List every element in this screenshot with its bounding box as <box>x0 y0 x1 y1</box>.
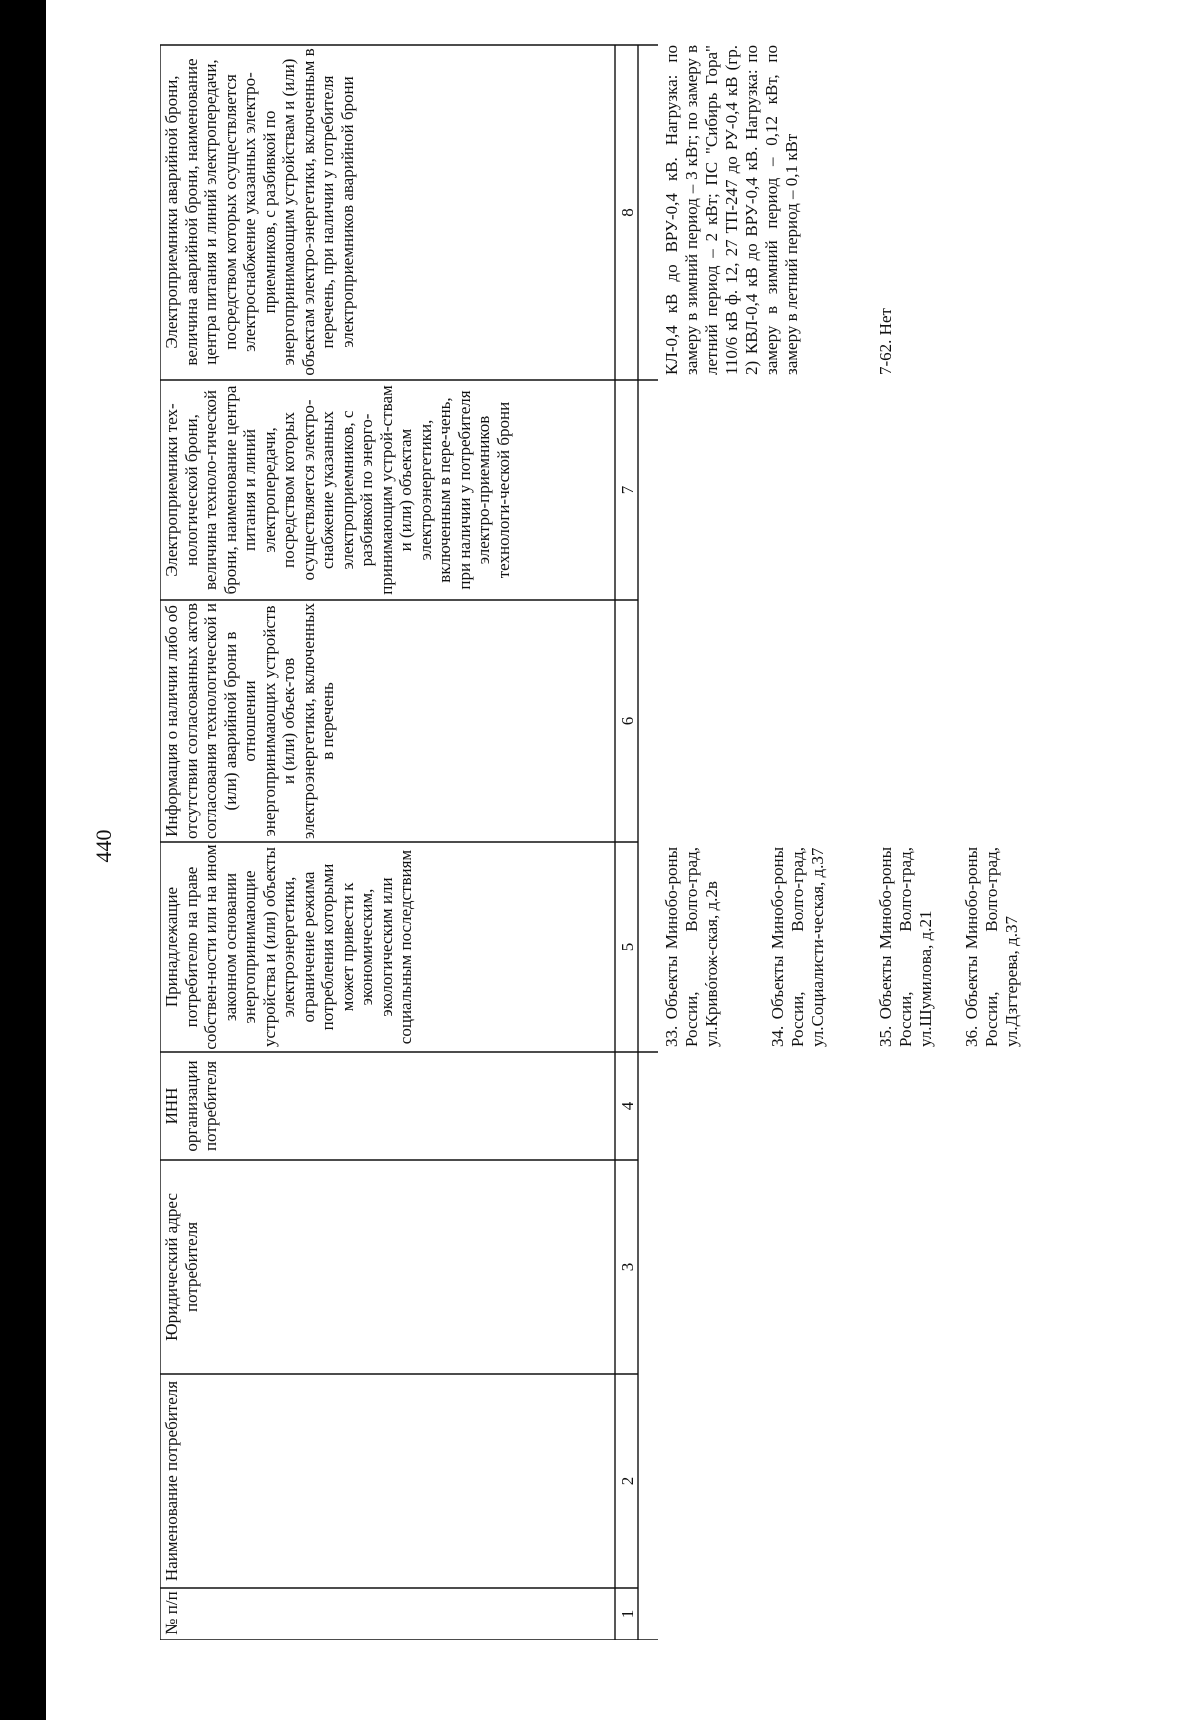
col-number-3: 3 <box>618 1262 637 1272</box>
entry-35: 35. Объекты Минобо-роны России, Волго-град, ул.Шумилова, д.21 <box>876 847 935 1047</box>
header-col-1: № п/п <box>162 1591 181 1635</box>
rotated-table <box>160 40 1040 1640</box>
header-col-6: Информация о наличии либо об отсутствии согласованных актов согласования технологической и (или) аварийной брони в отношении энергопринимающих устройств и (или) объек-тов электроэнергетики, включенных в перечень <box>162 602 337 840</box>
col-number-5: 5 <box>618 942 637 952</box>
header-col-4: ИНН организации потребителя <box>162 1060 220 1152</box>
column8-text: КЛ-0,4 кВ до ВРУ-0,4 кВ. Нагрузка: по замеру в зимний период – 3 кВт; по замеру в летний период – 2 кВт; ПС "Сибирь Гора" 110/6 кВ ф. 12, 27 ТП-247 до РУ-0,4 кВ (гр. 2) КВЛ-0,4 кВ до ВРУ-0,4 кВ. Нагрузка: по замеру в зимний период – 0,12 кВт, по замеру в летний период – 0,1 кВт <box>662 45 801 375</box>
header-col-8: Электроприемники аварийной брони, величина аварийной брони, наименование центра питания и линий электропередачи, посредством которых осуществляется электроснабжение указанных электро-приемников, с разбивкой по энергопринимающим устройствам и (или) объектам электро-энергетики, включенным в перечень, при наличии у потребителя электроприемников аварийной брони <box>162 48 357 376</box>
scan-edge <box>0 0 46 1720</box>
entry-33: 33. Объекты Минобо-роны России, Волго-град, ул.Кривórож-ская, д.2в <box>662 847 721 1047</box>
col-number-1: 1 <box>618 1609 637 1619</box>
header-col-5: Принадлежащие потребителю на праве собствен-ности или на ином законном основании энергопринимающие устройства и (или) объекты электроэнергетики, ограничение режима потребления которыми может привести к экономическим, экологическим или социальным последствиям <box>162 844 415 1050</box>
col-number-6: 6 <box>618 716 637 726</box>
entry-34: 34. Объекты Минобо-роны России, Волго-град, ул.Социалисти-ческая, д.37 <box>768 847 827 1047</box>
header-col-3: Юридический адрес потребителя <box>162 1193 201 1341</box>
col-number-8: 8 <box>618 208 637 217</box>
column8-note: 7-62. Нет <box>876 308 895 375</box>
col-number-4: 4 <box>618 1101 637 1111</box>
col-number-2: 2 <box>618 1476 637 1486</box>
page-number: 440 <box>91 829 116 863</box>
header-col-2: Наименование потребителя <box>162 1380 181 1582</box>
col-number-7: 7 <box>618 485 637 495</box>
header-col-7: Электроприемники тех-нологической брони, величина техноло-гической брони, наименование центра питания и линий электропередачи, посредством которых осуществляется электро-снабжение указанных электроприемников, с разбивкой по энерго-принимающим устрой-ствам и (или) объектам электроэнергетики, включенным в пере-чень, при наличии у потребителя электро-приемников технологи-ческой брони <box>162 385 513 595</box>
entry-36: 36. Объекты Минобо-роны России, Волго-град, ул.Дзгтерева, д.37 <box>962 847 1021 1047</box>
